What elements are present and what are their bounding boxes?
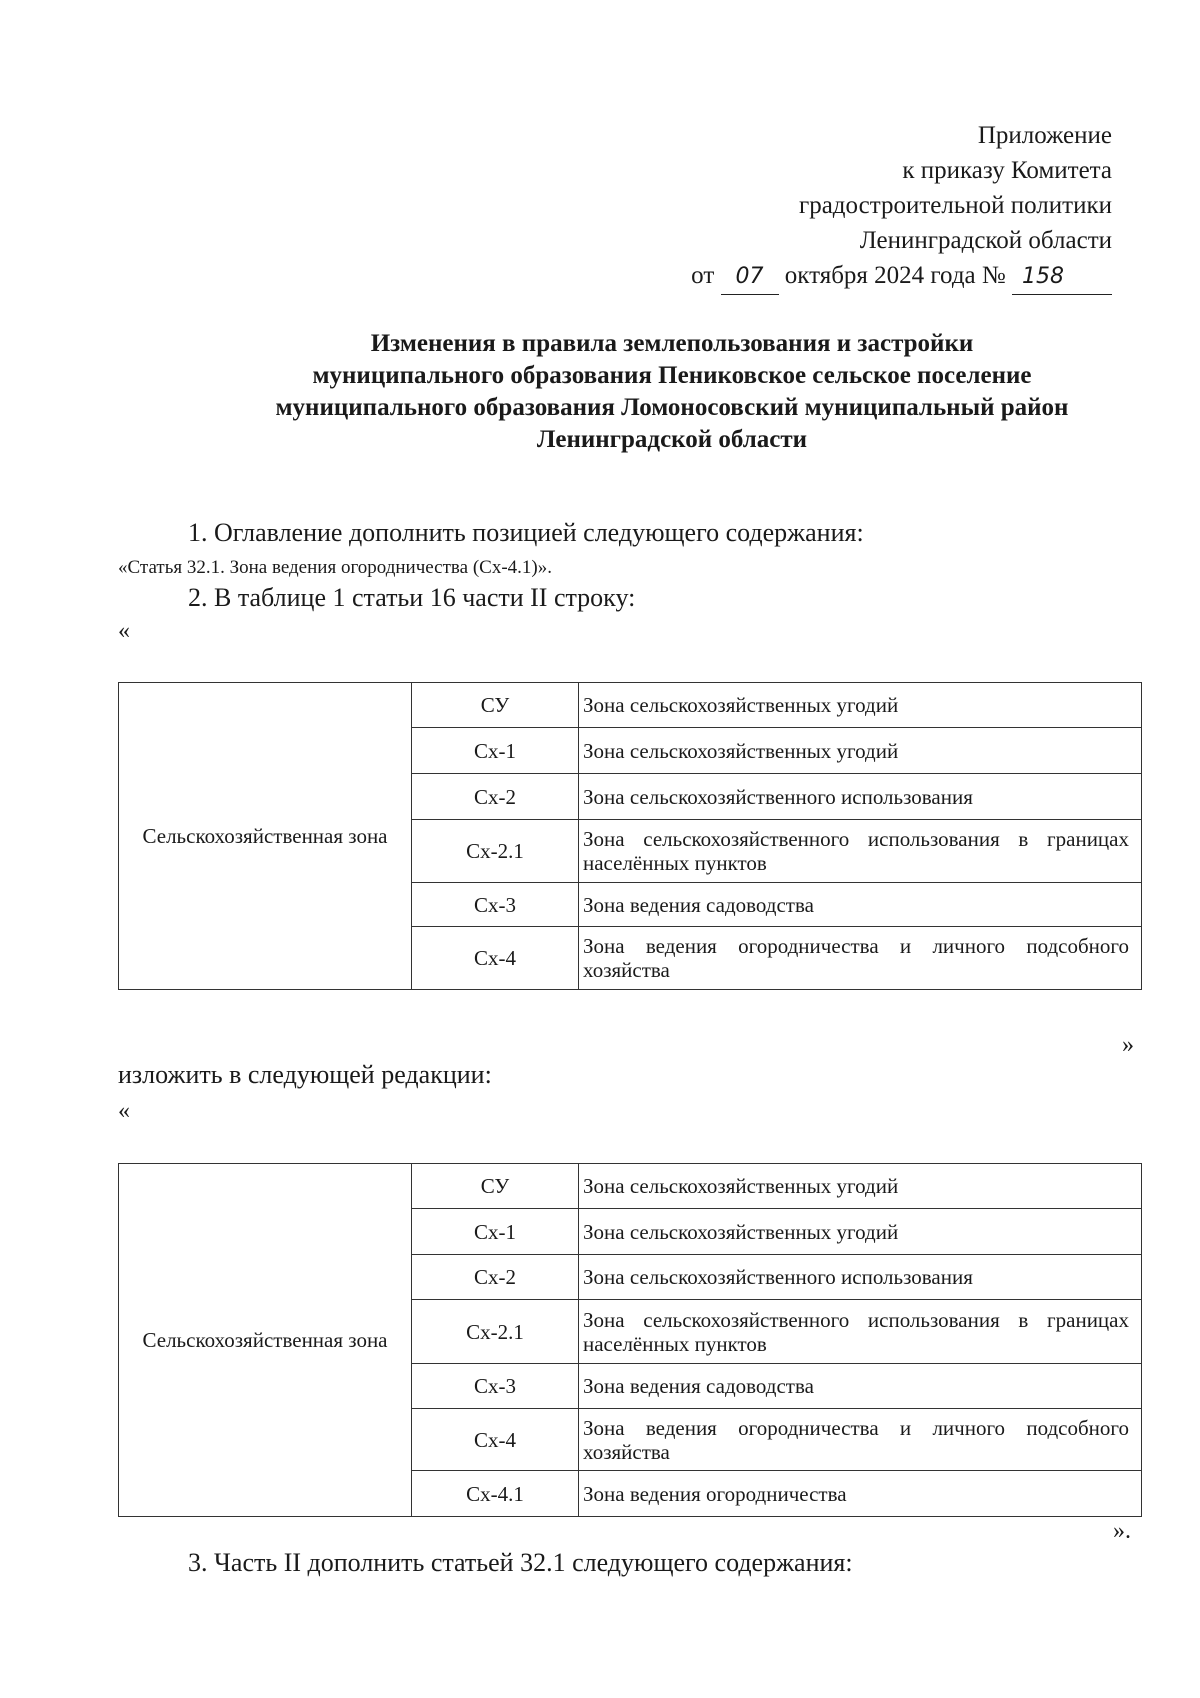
open-quote-1: « [118,618,130,644]
header-line-region: Ленинградской области [859,227,1112,254]
zone-description: Зона сельскохозяйственного использования [579,774,1142,820]
open-quote-2: « [118,1098,130,1124]
zone-code: Сх-1 [412,728,579,774]
zone-code: Сх-2.1 [412,820,579,883]
zone-description: Зона сельскохозяйственных угодий [579,1209,1142,1255]
zones-table-new [118,1163,1142,1517]
zone-description: Зона ведения огородничества [579,1471,1142,1517]
handwritten-number: 158 [1012,259,1112,295]
item-3: 3. Часть II дополнить статьей 32.1 следующего содержания: [188,1548,853,1577]
zones-table-old [118,682,1142,990]
zone-code: Сх-1 [412,1209,579,1255]
close-quote-1: » [1122,1032,1134,1058]
zone-name-cell: Сельскохозяйственная зона [119,1164,412,1517]
zone-description: Зона сельскохозяйственного использования в границах населённых пунктов [579,1300,1142,1364]
zone-code: Сх-4 [412,927,579,990]
zone-code: Сх-3 [412,883,579,927]
zone-code: Сх-3 [412,1364,579,1409]
zone-code: СУ [412,1164,579,1209]
zone-description: Зона сельскохозяйственного использования [579,1255,1142,1300]
zone-description: Зона ведения садоводства [579,1364,1142,1409]
date-prefix: от [691,262,715,289]
zone-code: Сх-2 [412,1255,579,1300]
header-date-line [691,258,1112,295]
zone-description: Зона ведения огородничества и личного подсобного хозяйства [579,1409,1142,1471]
zone-code: Сх-4 [412,1409,579,1471]
table-row [119,683,1142,728]
title-line-3: муниципального образования Ломоносовский муниципальный район [275,394,1069,421]
zone-description: Зона ведения огородничества и личного подсобного хозяйства [579,927,1142,990]
title-line-4: Ленинградской области [536,426,808,453]
header-line-committee: градостроительной политики [798,192,1112,219]
zone-name-cell: Сельскохозяйственная зона [119,683,412,990]
zone-code: Сх-4.1 [412,1471,579,1517]
zone-code: Сх-2.1 [412,1300,579,1364]
item-1-quote: «Статья 32.1. Зона ведения огородничества (Сх-4.1)». [118,557,552,578]
date-middle: октября 2024 года № [784,262,1006,289]
title-line-1: Изменения в правила землепользования и застройки [370,330,974,357]
zone-description: Зона сельскохозяйственного использования в границах населённых пунктов [579,820,1142,883]
item-2: 2. В таблице 1 статьи 16 части II строку: [188,583,636,612]
zone-description: Зона сельскохозяйственных угодий [579,728,1142,774]
zone-description: Зона сельскохозяйственных угодий [579,683,1142,728]
title-line-2: муниципального образования Пениковское сельское поселение [312,362,1032,389]
close-quote-2: ». [1113,1518,1131,1544]
restate-text: изложить в следующей редакции: [118,1060,492,1089]
document-title [0,328,1200,456]
header-line-appendix: Приложение [977,122,1112,149]
item-1: 1. Оглавление дополнить позицией следующего содержания: [188,518,864,547]
zone-description: Зона ведения садоводства [579,883,1142,927]
document-header [691,118,1112,295]
table-row [119,1164,1142,1209]
handwritten-day: 07 [721,259,779,295]
zone-code: СУ [412,683,579,728]
zone-code: Сх-2 [412,774,579,820]
zone-description: Зона сельскохозяйственных угодий [579,1164,1142,1209]
header-line-order: к приказу Комитета [902,157,1112,184]
